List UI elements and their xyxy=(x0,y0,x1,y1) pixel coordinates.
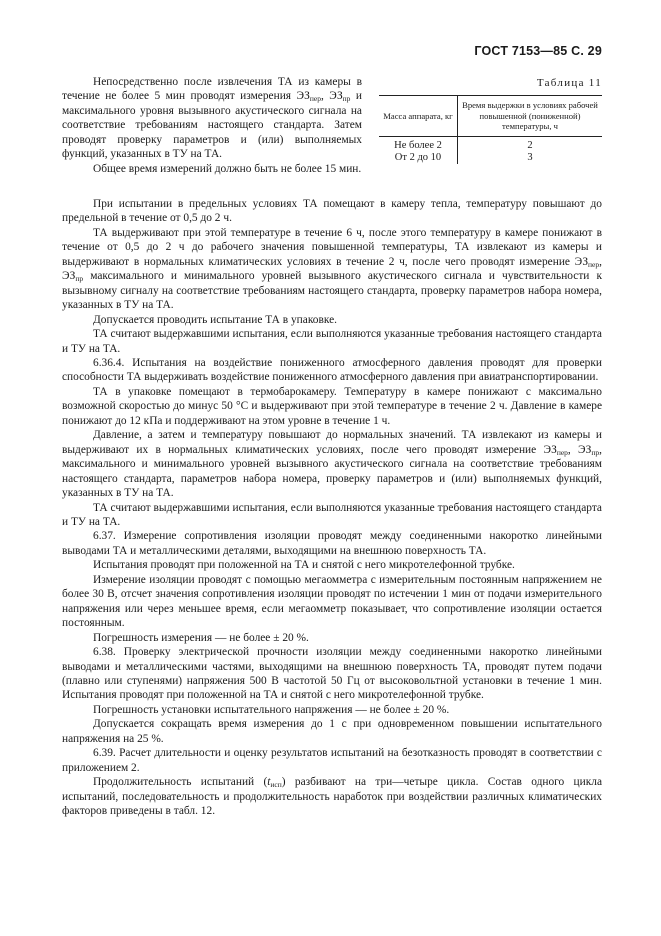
intro-column xyxy=(62,75,362,176)
paragraph: Давление, а затем и температуру повышают до нормальных значений. ТА извлекают из камеры и выдерживают их в нормальных климатических условиях, после чего проводят измерение $ЭЗ_{пер}$, $ЭЗ_{пр}$, максимального и минимального уровней вызывного акустического сигнала на соответствие требованиям настоящего стандарта, параметров набора номера, проверку параметров и (или) выполняемых функций, указанных в ТУ на ТА. xyxy=(62,429,602,500)
paragraph: ТА выдерживают при этой температуре в течение 6 ч, после этого температуру в камере понижают в течение от 0,5 до 2 ч до рабочего значения повышенной температуры, ТА извлекают из камеры и выдерживают в нормальных климатических условиях в течение 2 ч, после чего проводят измерение $ЭЗ_{пер}$, $ЭЗ_{пр}$ максимального и минимального уровней вызывного акустического сигнала и чувствительности к вызывному сигналу на соответствие требованиям настоящего стандарта, проверку параметров набора номера, указанных в ТУ на ТА. xyxy=(62,226,602,312)
table-cell: 3 xyxy=(527,151,533,163)
paragraph: Продолжительность испытаний $(t_{исп})$ разбивают на три—четыре цикла. Состав одного цикла испытаний, последовательность и продолжительность наработок при воздействии различных климатических факторов приведены в табл. 12. xyxy=(62,776,603,818)
paragraph: Погрешность измерения — не более ± 20 %. xyxy=(93,631,309,644)
paragraph: ТА в упаковке помещают в термобарокамеру. Температуру в камере понижают с максимально возможной скоростью до минус 50 °С и выдерживают при этой температуре в течение 2 ч. Давление в камере понижают до 12 кПа и поддерживают на этом уровне в течение 1 ч. xyxy=(62,385,602,427)
table-cell: Не более 2 xyxy=(379,136,458,152)
paragraph: Допускается сокращать время измерения до 1 с при одновременном повышении испытательного напряжения на 25 %. xyxy=(62,718,602,745)
table-row xyxy=(379,136,602,152)
paragraph: Испытания проводят при положенной на ТА и снятой с него микротелефонной трубке. xyxy=(93,559,515,572)
paragraph: При испытании в предельных условиях ТА помещают в камеру тепла, температуру повышают до предельной в течение от 0,5 до 2 ч. xyxy=(62,198,602,225)
paragraph: 6.39. Расчет длительности и оценку результатов испытаний на безотказность проводят в соответствии с приложением 2. xyxy=(62,747,602,774)
table-caption: Таблица 11 xyxy=(536,77,602,89)
paragraph: Общее время измерений должно быть не более 15 мин. xyxy=(93,162,362,175)
paragraph: Допускается проводить испытание ТА в упаковке. xyxy=(93,313,337,326)
paragraph: Измерение изоляции проводят с помощью мегаомметра с измерительным постоянным напряжением не более 30 В, отсчет значения сопротивления изоляции проводят по истечении 1 мин от подачи измерительного напряжения или через меньшее время, если мегаомметр показывает, что сопротивление изоляции остается постоянным. xyxy=(62,573,602,630)
table-header-mass: Масса аппарата, кг xyxy=(379,96,458,137)
table xyxy=(379,95,602,164)
paragraph: ТА считают выдержавшими испытания, если выполняются указанные требования настоящего стандарта и ТУ на ТА. xyxy=(62,501,602,528)
table-row xyxy=(379,152,602,164)
paragraph: ТА считают выдержавшими испытания, если выполняются указанные требования настоящего стандарта и ТУ на ТА. xyxy=(62,328,602,355)
paragraph: 6.36.4. Испытания на воздействие пониженного атмосферного давления проводят для проверки способности ТА выдерживать воздействие пониженного атмосферного давления при авиатранспортировании. xyxy=(62,356,602,384)
table-cell: 2 xyxy=(527,139,533,151)
paragraph: Непосредственно после извлечения ТА из камеры в течение не более 5 мин проводят измерения $ЭЗ_{пер}$, $ЭЗ_{пр}$ и максимального уровня вызывного акустического сигнала на соответствие требованиям настоящего стандарта. Затем проводят проверку параметров и (или) выполняемых функций, указанных в ТУ на ТА. xyxy=(62,76,362,161)
page-header: ГОСТ 7153—85 С. 29 xyxy=(474,44,602,58)
paragraph: 6.37. Измерение сопротивления изоляции проводят между соединенными накоротко линейными выводами ТА и металлическими деталями, выходящими на внешнюю поверхность ТА. xyxy=(62,530,602,557)
paragraph: Погрешность установки испытательного напряжения — не более ± 20 %. xyxy=(93,703,450,716)
table-header-time: Время выдержки в условиях рабочей повышенной (пониженной) температуры, ч xyxy=(458,96,603,137)
table-cell: От 2 до 10 xyxy=(379,152,458,164)
paragraph: 6.38. Проверку электрической прочности изоляции между соединенными накоротко линейными выводами и металлическими частями, выходящими на внешнюю поверхность ТА, проводят путем подачи (плавно или ступенями) напряжения 500 В частотой 50 Гц от высоковольтной установки в течение 1 мин. Испытания проводят при положенной на ТА и снятой с него микротелефонной трубке. xyxy=(62,646,602,702)
main-text xyxy=(62,197,602,818)
table-11 xyxy=(379,77,602,164)
